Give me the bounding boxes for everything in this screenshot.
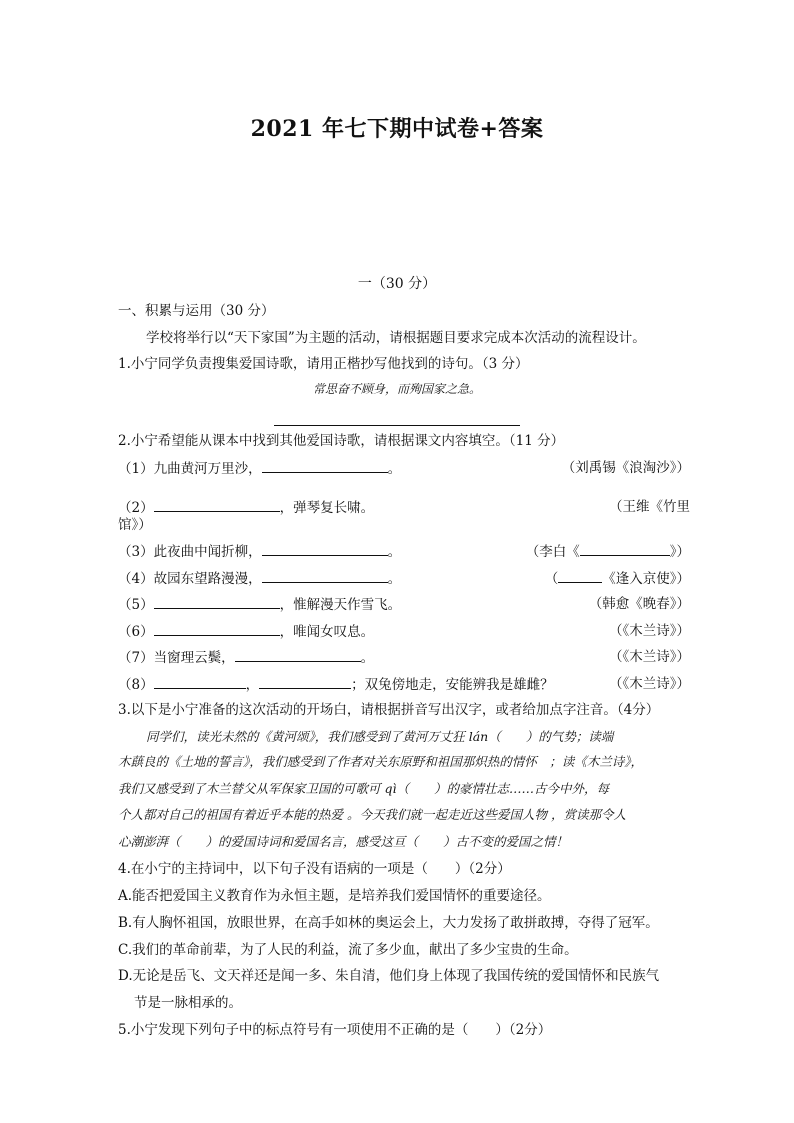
q2-item-2 bbox=[118, 497, 374, 518]
q1-calligraphy: 常思奋不顾身，而殉国家之急。 bbox=[312, 382, 481, 396]
q2-item-3 bbox=[118, 541, 401, 562]
answer-blank[interactable] bbox=[154, 497, 280, 512]
item-after: ；双兔傍地走，安能辨我是雄雌？ bbox=[351, 677, 554, 693]
q1-answer-line bbox=[274, 425, 520, 426]
q4-option-d[interactable]: D.无论是岳飞、文天祥还是闻一多、朱自清，他们身上体现了我国传统的爱国情怀和民族气 bbox=[118, 968, 660, 984]
q3-passage-line: 木蕻良的《土地的誓言》，我们感受到了作者对关东原野和祖国那炽热的情怀 ；读《木兰诗》， bbox=[118, 754, 644, 769]
answer-blank[interactable] bbox=[154, 621, 280, 636]
answer-blank[interactable] bbox=[558, 568, 602, 583]
answer-blank[interactable] bbox=[154, 674, 246, 689]
q2-item-7 bbox=[118, 647, 374, 668]
q2-item-1 bbox=[118, 458, 401, 479]
source-post: 《逢入京使》） bbox=[602, 571, 690, 587]
q2-item-6 bbox=[118, 621, 374, 642]
item-num: （3） bbox=[118, 544, 154, 560]
item-num: （4） bbox=[118, 571, 154, 587]
q2-text: 2.小宁希望能从课本中找到其他爱国诗歌，请根据课文内容填空。（11 分） bbox=[118, 433, 565, 449]
source-pre: （ bbox=[544, 571, 559, 587]
q2-item-6-source: （《木兰诗》） bbox=[609, 623, 690, 639]
item-mid: ， bbox=[245, 677, 260, 693]
q4-option-d-cont: 节是一脉相承的。 bbox=[134, 995, 242, 1011]
answer-blank[interactable] bbox=[262, 568, 388, 583]
item-before: 此夜曲中闻折柳， bbox=[153, 544, 262, 560]
q3-passage-line: 个人都对自己的祖国有着近乎本能的热爱 。今天我们就一起走近这些爱国人物 ，赏读那令人 bbox=[118, 807, 626, 822]
q5-text: 5.小宁发现下列句子中的标点符号有一项使用不正确的是（ ）（2分） bbox=[118, 1022, 552, 1038]
item-before: 故园东望路漫漫， bbox=[153, 571, 262, 587]
answer-blank[interactable] bbox=[235, 647, 361, 662]
page-title: 2021 年七下期中试卷+答案 bbox=[250, 116, 544, 142]
answer-blank[interactable] bbox=[259, 674, 351, 689]
item-num: （1） bbox=[118, 461, 154, 477]
q2-item-2-source: （王维《竹里 bbox=[609, 499, 690, 515]
intro-text: 学校将举行以“天下家国”为主题的活动，请根据题目要求完成本次活动的流程设计。 bbox=[146, 330, 646, 346]
q4-option-a[interactable]: A.能否把爱国主义教育作为永恒主题，是培养我们爱国情怀的重要途径。 bbox=[118, 888, 551, 904]
q2-item-3-source bbox=[526, 541, 690, 562]
q3-passage-line: 同学们，读光未然的《黄河颂》，我们感受到了黄河万丈狂 lán（ ）的气势；读端 bbox=[146, 729, 614, 744]
q2-item-4-source bbox=[545, 568, 690, 589]
q3-text: 3.以下是小宁准备的这次活动的开场白，请根据拼音写出汉字，或者给加点字注音。（4分） bbox=[118, 702, 660, 718]
q4-option-b[interactable]: B.有人胸怀祖国，放眼世界，在高手如林的奥运会上，大力发扬了敢拼敢搏，夺得了冠军。 bbox=[118, 915, 659, 931]
q1-text: 1.小宁同学负责搜集爱国诗歌，请用正楷抄写他找到的诗句。（3 分） bbox=[118, 356, 529, 372]
item-num: （8） bbox=[118, 677, 154, 693]
q4-text: 4.在小宁的主持词中，以下句子没有语病的一项是（ ）（2分） bbox=[118, 861, 511, 877]
item-before: 九曲黄河万里沙， bbox=[153, 461, 262, 477]
q3-passage-line: 我们又感受到了木兰替父从军保家卫国的可歌可 qì（ ）的豪情壮志……古今中外，每 bbox=[118, 781, 609, 796]
item-num: （2） bbox=[118, 500, 154, 516]
q2-item-5 bbox=[118, 594, 401, 615]
q2-item-5-source: （韩愈《晚春》） bbox=[588, 596, 690, 612]
q3-passage-line: 心潮澎湃（ ）的爱国诗词和爱国名言，感受这亘（ ）古不变的爱国之情！ bbox=[118, 834, 569, 849]
answer-blank[interactable] bbox=[262, 541, 388, 556]
item-after: ，唯闻女叹息。 bbox=[279, 624, 375, 640]
q2-item-8-source: （《木兰诗》） bbox=[609, 676, 690, 692]
source-pre: （李白《 bbox=[525, 544, 580, 560]
section-heading: 一（30 分） bbox=[357, 276, 437, 292]
item-after: 。 bbox=[387, 571, 402, 587]
answer-blank[interactable] bbox=[580, 541, 670, 556]
item-num: （5） bbox=[118, 597, 154, 613]
q2-item-8 bbox=[118, 674, 554, 695]
item-num: （6） bbox=[118, 624, 154, 640]
answer-blank[interactable] bbox=[262, 458, 388, 473]
q2-item-4 bbox=[118, 568, 401, 589]
item-after: ，弹琴复长啸。 bbox=[279, 500, 375, 516]
q2-item-7-source: （《木兰诗》） bbox=[609, 649, 690, 665]
q2-item-2-source-cont: 馆》） bbox=[118, 517, 152, 533]
item-after: ，惟解漫天作雪飞。 bbox=[279, 597, 402, 613]
item-after: 。 bbox=[360, 650, 375, 666]
item-after: 。 bbox=[387, 461, 402, 477]
item-after: 。 bbox=[387, 544, 402, 560]
q2-item-1-source: （刘禹锡《浪淘沙》） bbox=[561, 460, 690, 476]
part1-heading: 一、积累与运用（30 分） bbox=[118, 303, 275, 319]
q4-option-c[interactable]: C.我们的革命前辈，为了人民的利益，流了多少血，献出了多少宝贵的生命。 bbox=[118, 942, 578, 958]
source-post: 》） bbox=[669, 544, 690, 560]
answer-blank[interactable] bbox=[154, 594, 280, 609]
item-num: （7） bbox=[118, 650, 154, 666]
item-before: 当窗理云鬓， bbox=[153, 650, 235, 666]
